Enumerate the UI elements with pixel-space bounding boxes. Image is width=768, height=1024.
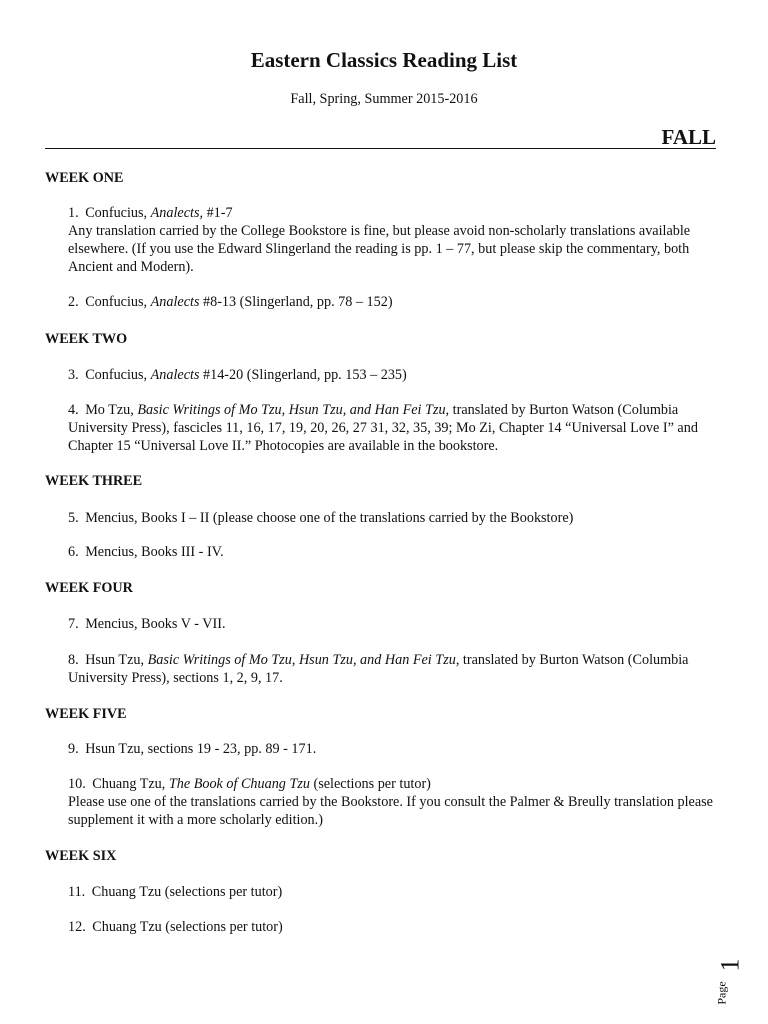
reading-item-6: 6. Mencius, Books III - IV. [68, 544, 224, 560]
page-number: 1 [715, 958, 745, 972]
week-heading-one: WEEK ONE [45, 170, 124, 186]
reading-item-2: 2. Confucius, Analects #8-13 (Slingerland, pp. 78 – 152) [68, 294, 393, 310]
reading-item-8: 8. Hsun Tzu, Basic Writings of Mo Tzu, Hsun Tzu, and Han Fei Tzu, translated by Burton Watson (Columbia University Press), sections 1, 2, 9, 17. [68, 652, 689, 686]
week-heading-four: WEEK FOUR [45, 580, 133, 596]
reading-item-11: 11. Chuang Tzu (selections per tutor) [68, 884, 283, 900]
page-title: Eastern Classics Reading List [250, 48, 518, 72]
term-heading: FALL [661, 125, 716, 149]
reading-item-3: 3. Confucius, Analects #14-20 (Slingerland, pp. 153 – 235) [68, 367, 407, 383]
heading-rule [45, 148, 716, 149]
week-heading-six: WEEK SIX [45, 848, 117, 864]
week-heading-two: WEEK TWO [45, 331, 128, 347]
reading-item-4: 4. Mo Tzu, Basic Writings of Mo Tzu, Hsun Tzu, and Han Fei Tzu, translated by Burton Watson (Columbia University Press), fascicles 11, 16, 17, 19, 20, 26, 27 31, 32, 35, 39; Mo Zi, Chapter 14 “Universal Love I” and Chapter 15 “Universal Love II.” Photocopies are available in the bookstore. [68, 402, 698, 454]
reading-item-7: 7. Mencius, Books V - VII. [68, 616, 226, 632]
reading-item-1: 1. Confucius, Analects, #1-7 Any translation carried by the College Bookstore is fine, but please avoid non-scholarly translations available elsewhere. (If you use the Edward Slingerland the reading is pp. 1 – 77, but please skip the commentary, both Ancient and Modern). [68, 205, 691, 275]
page-number-mark [716, 960, 746, 1012]
reading-note-10: Please use one of the translations carried by the Bookstore. If you consult the Palmer & Breully translation please supplement it with a more scholarly edition.) [68, 794, 713, 828]
page-word: Page [714, 981, 729, 1005]
reading-item-9: 9. Hsun Tzu, sections 19 - 23, pp. 89 - 171. [68, 741, 317, 757]
reading-item-12: 12. Chuang Tzu (selections per tutor) [68, 919, 283, 935]
reading-item-10: 10. Chuang Tzu, The Book of Chuang Tzu (selections per tutor) Please use one of the translations carried by the Bookstore. If you consult the Palmer & Breully translation please supplement it with a more scholarly edition.) [68, 776, 713, 828]
week-heading-three: WEEK THREE [45, 473, 143, 489]
reading-note-1: Any translation carried by the College Bookstore is fine, but please avoid non-scholarly translations available elsewhere. (If you use the Edward Slingerland the reading is pp. 1 – 77, but please skip the commentary, both Ancient and Modern). [68, 223, 691, 275]
reading-item-5: 5. Mencius, Books I – II (please choose one of the translations carried by the Bookstore) [68, 510, 574, 526]
week-heading-five: WEEK FIVE [45, 706, 127, 722]
page-subtitle: Fall, Spring, Summer 2015-2016 [290, 91, 478, 107]
